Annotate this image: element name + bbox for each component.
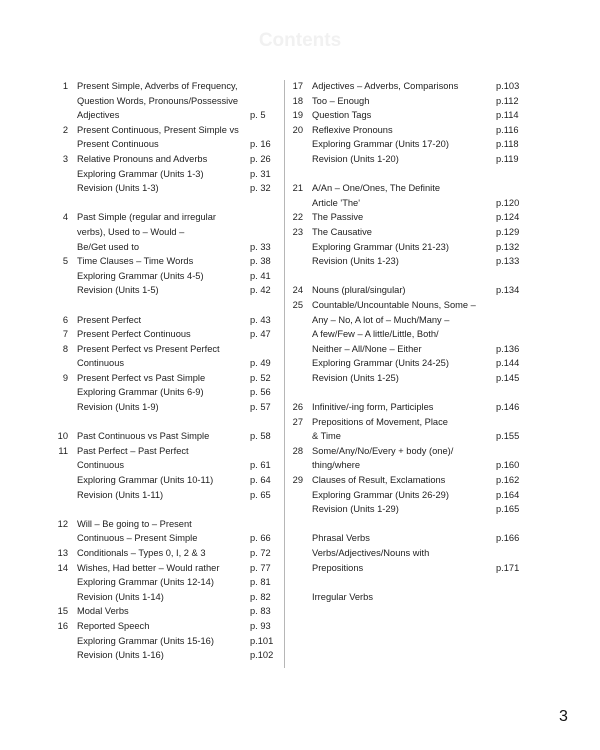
page-reference: p. 64: [250, 475, 271, 486]
entry-title: Question Tags: [312, 110, 372, 121]
toc-entry[interactable]: [56, 167, 274, 182]
toc-entry[interactable]: [56, 269, 274, 284]
page-reference: p.120: [496, 197, 520, 208]
page-reference: p. 41: [250, 270, 271, 281]
entry-title: & Time: [312, 431, 341, 442]
section-gap: [56, 196, 274, 211]
unit-number: 4: [62, 212, 68, 223]
unit-number: 19: [292, 110, 303, 121]
unit-number: 9: [62, 372, 68, 383]
dot-leader: [363, 460, 493, 470]
page-reference: p.160: [496, 460, 520, 471]
section-gap: [56, 415, 274, 430]
entry-title: Revision (Units 1-20): [312, 153, 399, 164]
dot-leader: [366, 212, 493, 222]
toc-entry[interactable]: [56, 356, 274, 371]
toc-entry[interactable]: [56, 634, 274, 649]
toc-entry[interactable]: [56, 546, 274, 561]
entry-title: Modal Verbs: [77, 606, 129, 617]
toc-entry[interactable]: [56, 604, 274, 619]
page-reference: p. 16: [250, 139, 271, 150]
page-reference: p.103: [496, 81, 520, 91]
toc-entry[interactable]: [56, 385, 274, 400]
page-reference: p.124: [496, 212, 520, 223]
toc-entry[interactable]: [291, 225, 520, 240]
entry-title: A/An – One/Ones, The Definite: [312, 183, 440, 194]
page-reference: p. 43: [250, 314, 271, 325]
entry-title: Time Clauses – Time Words: [77, 256, 194, 267]
entry-title: Present Perfect: [77, 314, 142, 325]
page-reference: p.119: [496, 153, 519, 164]
page-reference: p. 93: [250, 620, 271, 631]
dot-leader: [208, 372, 247, 382]
dot-leader: [212, 431, 247, 441]
entry-title: The Passive: [312, 212, 364, 223]
entry-title: verbs), Used to – Would –: [77, 226, 185, 237]
dot-leader: [127, 460, 247, 470]
dot-leader: [452, 139, 493, 149]
toc-entry[interactable]: [56, 283, 274, 298]
entry-title: Exploring Grammar (Units 6-9): [77, 387, 204, 398]
page-reference: p.132: [496, 241, 520, 252]
dot-leader: [452, 489, 493, 499]
toc-entry[interactable]: [56, 342, 274, 357]
page-reference: p. 42: [250, 285, 271, 296]
dot-leader: [375, 227, 493, 237]
section-gap: [291, 517, 520, 532]
dot-leader: [452, 241, 493, 251]
page-reference: p.155: [496, 431, 520, 442]
page-reference: p.133: [496, 256, 520, 267]
unit-number: 23: [292, 226, 303, 237]
page-reference: p. 58: [250, 431, 271, 442]
page-reference: p. 61: [250, 460, 271, 471]
toc-entry[interactable]: [291, 561, 520, 576]
toc-entry[interactable]: [291, 327, 520, 342]
entry-title: Adjectives: [77, 110, 120, 121]
page-reference: p.118: [496, 139, 519, 150]
toc-entry[interactable]: [291, 108, 520, 123]
entry-title: Exploring Grammar (Units 17-20): [312, 139, 449, 150]
entry-title: Present Simple, Adverbs of Frequency,: [77, 81, 238, 91]
toc-entry[interactable]: [291, 444, 520, 459]
page-reference: p. 26: [250, 153, 271, 164]
entry-title: Any – No, A lot of – Much/Many –: [312, 314, 450, 325]
toc-entry[interactable]: [56, 94, 274, 109]
entry-title: Revision (Units 1-25): [312, 372, 399, 383]
toc-entry[interactable]: [56, 327, 274, 342]
dot-leader: [207, 168, 247, 178]
entry-title: Adjectives – Adverbs, Comparisons: [312, 81, 459, 91]
unit-number: 18: [292, 95, 303, 106]
unit-number: 26: [292, 402, 303, 413]
entry-title: Revision (Units 1-5): [77, 285, 159, 296]
entry-title: Article 'The': [312, 197, 360, 208]
entry-title: Past Continuous vs Past Simple: [77, 431, 210, 442]
toc-entry[interactable]: [291, 590, 520, 605]
page-reference: p.171: [496, 562, 520, 573]
entry-title: Present Continuous, Present Simple vs: [77, 124, 239, 135]
toc-entry[interactable]: [291, 210, 520, 225]
unit-number: 10: [57, 431, 68, 442]
section-gap: [56, 298, 274, 313]
entry-title: Clauses of Result, Exclamations: [312, 475, 446, 486]
unit-number: 22: [292, 212, 303, 223]
toc-entry[interactable]: [56, 181, 274, 196]
page-reference: p. 65: [250, 489, 271, 500]
toc-entry[interactable]: [291, 152, 520, 167]
section-gap: [291, 269, 520, 284]
section-gap: [56, 502, 274, 517]
unit-number: 27: [292, 416, 303, 427]
dot-leader: [166, 489, 247, 499]
dot-leader: [373, 533, 493, 543]
toc-entry[interactable]: [56, 210, 274, 225]
entry-title: Exploring Grammar (Units 4-5): [77, 270, 204, 281]
toc-entry[interactable]: [291, 79, 520, 94]
page-reference: p. 72: [250, 548, 271, 558]
dot-leader: [409, 285, 493, 295]
unit-number: 29: [292, 475, 303, 486]
entry-title: The Causative: [312, 226, 372, 237]
entry-title: Prepositions of Movement, Place: [312, 416, 448, 427]
entry-title: Present Perfect Continuous: [77, 329, 191, 340]
entry-title: Too – Enough: [312, 95, 370, 106]
toc-entry[interactable]: [56, 429, 274, 444]
unit-number: 2: [62, 124, 68, 135]
section-gap: [291, 385, 520, 400]
page-reference: p.144: [496, 358, 520, 369]
dot-leader: [196, 256, 247, 266]
toc-entry[interactable]: [291, 240, 520, 255]
toc-entry[interactable]: [291, 371, 520, 386]
unit-number: 15: [57, 606, 68, 617]
column-divider: [284, 80, 285, 668]
page-reference: p.114: [496, 110, 519, 121]
dot-leader: [402, 372, 493, 382]
dot-leader: [216, 475, 247, 485]
dot-leader: [162, 183, 247, 193]
entry-title: Reflexive Pronouns: [312, 124, 393, 135]
dot-leader: [425, 343, 493, 353]
entry-title: Some/Any/No/Every + body (one)/: [312, 445, 454, 456]
page-reference: p.164: [496, 489, 520, 500]
dot-leader: [461, 81, 493, 91]
toc-entry[interactable]: [56, 590, 274, 605]
toc-entry[interactable]: [291, 458, 520, 473]
unit-number: 11: [58, 445, 68, 456]
entry-title: Revision (Units 1-23): [312, 256, 399, 267]
dot-leader: [363, 197, 493, 207]
dot-leader: [402, 154, 493, 164]
toc-entry[interactable]: [56, 648, 274, 663]
entry-title: Exploring Grammar (Units 24-25): [312, 358, 449, 369]
entry-title: Revision (Units 1-14): [77, 591, 164, 602]
unit-number: 8: [62, 343, 68, 354]
page-reference: p. 77: [250, 562, 271, 573]
toc-entry[interactable]: [56, 458, 274, 473]
dot-leader: [452, 358, 493, 368]
unit-number: 13: [57, 548, 68, 558]
toc-entry[interactable]: [291, 429, 520, 444]
dot-leader: [344, 431, 493, 441]
entry-title: Revision (Units 1-9): [77, 402, 159, 413]
entry-title: Neither – All/None – Either: [312, 343, 422, 354]
page-reference: p. 47: [250, 329, 271, 340]
unit-number: 5: [62, 256, 68, 267]
toc-entry[interactable]: [291, 488, 520, 503]
toc-entry[interactable]: [291, 546, 520, 561]
dot-leader: [217, 635, 247, 645]
toc-entry[interactable]: [56, 225, 274, 240]
entry-title: Revision (Units 1-29): [312, 504, 399, 515]
entry-title: thing/where: [312, 460, 361, 471]
entry-title: Prepositions: [312, 562, 364, 573]
toc-entry[interactable]: [56, 531, 274, 546]
entry-title: Will – Be going to – Present: [77, 518, 192, 529]
entry-title: Revision (Units 1-3): [77, 183, 159, 194]
page-number: 3: [559, 708, 568, 725]
toc-entry[interactable]: [291, 473, 520, 488]
toc-entry[interactable]: [291, 400, 520, 415]
dot-leader: [127, 358, 247, 368]
unit-number: 12: [57, 518, 68, 529]
entry-title: Present Perfect vs Past Simple: [77, 372, 206, 383]
entry-title: Wishes, Had better – Would rather: [77, 562, 220, 573]
section-gap: [291, 167, 520, 182]
toc-entry[interactable]: [291, 298, 520, 313]
unit-number: 14: [57, 562, 68, 573]
toc-entry[interactable]: [291, 342, 520, 357]
dot-leader: [209, 548, 247, 558]
unit-number: 24: [292, 285, 303, 296]
entry-title: Conditionals – Types 0, I, 2 & 3: [77, 548, 206, 558]
entry-title: Exploring Grammar (Units 21-23): [312, 241, 449, 252]
toc-entry[interactable]: [56, 619, 274, 634]
dot-leader: [152, 621, 247, 631]
toc-entry[interactable]: [56, 371, 274, 386]
entry-title: Nouns (plural/singular): [312, 285, 406, 296]
page-reference: p.101: [250, 635, 274, 646]
toc-entry[interactable]: [56, 488, 274, 503]
page-reference: p. 31: [250, 168, 271, 179]
dot-leader: [167, 591, 247, 601]
toc-entry[interactable]: [56, 444, 274, 459]
dot-leader: [396, 124, 493, 134]
toc-entry[interactable]: [56, 473, 274, 488]
entry-title: Exploring Grammar (Units 12-14): [77, 577, 214, 588]
dot-leader: [402, 256, 493, 266]
page-reference: p. 5: [250, 110, 266, 121]
section-gap: [291, 575, 520, 590]
page-reference: p. 32: [250, 183, 271, 194]
entry-title: Be/Get used to: [77, 241, 140, 252]
entry-title: Reported Speech: [77, 620, 150, 631]
toc-entry[interactable]: [56, 313, 274, 328]
dot-leader: [200, 533, 247, 543]
dot-leader: [144, 314, 247, 324]
dot-leader: [142, 241, 247, 251]
unit-number: 16: [57, 620, 68, 631]
page-reference: p. 52: [250, 372, 271, 383]
unit-number: 20: [292, 124, 303, 135]
unit-number: 21: [292, 183, 303, 194]
page-reference: p.162: [496, 475, 520, 486]
page-reference: p. 49: [250, 358, 271, 369]
dot-leader: [222, 562, 247, 572]
dot-leader: [162, 285, 247, 295]
unit-number: 1: [62, 81, 68, 91]
page-reference: p. 57: [250, 402, 271, 413]
toc-entry[interactable]: [291, 502, 520, 517]
unit-number: 7: [62, 329, 68, 340]
toc-entry[interactable]: [56, 108, 274, 123]
dot-leader: [402, 504, 493, 514]
toc-entry[interactable]: [56, 152, 274, 167]
page-reference: p.146: [496, 402, 520, 413]
dot-leader: [194, 329, 247, 339]
toc-entry[interactable]: [56, 517, 274, 532]
page-reference: p.165: [496, 504, 520, 515]
toc-entry[interactable]: [56, 254, 274, 269]
toc-entry[interactable]: [56, 123, 274, 138]
dot-leader: [207, 387, 247, 397]
dot-leader: [162, 402, 247, 412]
page-reference: p. 82: [250, 591, 271, 602]
dot-leader: [122, 110, 247, 120]
toc-entry[interactable]: [291, 181, 520, 196]
unit-number: 25: [292, 299, 303, 310]
page-reference: p.129: [496, 226, 520, 237]
entry-title: Past Simple (regular and irregular: [77, 212, 216, 223]
entry-title: Continuous – Present Simple: [77, 533, 198, 544]
dot-leader: [207, 270, 247, 280]
page-title: Contents: [258, 30, 342, 51]
entry-title: Verbs/Adjectives/Nouns with: [312, 548, 430, 558]
toc-entry[interactable]: [291, 196, 520, 211]
page-reference: p.166: [496, 533, 520, 544]
dot-leader: [372, 95, 493, 105]
toc-entry[interactable]: [56, 400, 274, 415]
unit-number: 6: [62, 314, 68, 325]
entry-title: Exploring Grammar (Units 10-11): [77, 475, 214, 486]
entry-title: Irregular Verbs: [312, 591, 373, 602]
toc-entry[interactable]: [291, 313, 520, 328]
entry-title: Phrasal Verbs: [312, 533, 370, 544]
page-reference: p. 83: [250, 606, 271, 617]
toc-entry[interactable]: [291, 531, 520, 546]
unit-number: 28: [292, 445, 303, 456]
page-reference: p.112: [496, 95, 519, 106]
dot-leader: [436, 402, 493, 412]
entry-title: Revision (Units 1-11): [77, 489, 164, 500]
toc-entry[interactable]: [291, 123, 520, 138]
entry-title: Continuous: [77, 358, 125, 369]
dot-leader: [366, 562, 493, 572]
page-reference: p. 56: [250, 387, 271, 398]
toc-entry[interactable]: [291, 415, 520, 430]
dot-leader: [217, 577, 247, 587]
entry-title: Exploring Grammar (Units 15-16): [77, 635, 214, 646]
entry-title: Present Continuous: [77, 139, 159, 150]
toc-entry[interactable]: [291, 137, 520, 152]
toc-entry[interactable]: [291, 283, 520, 298]
dot-leader: [374, 110, 493, 120]
entry-title: A few/Few – A little/Little, Both/: [312, 329, 439, 340]
entry-title: Exploring Grammar (Units 1-3): [77, 168, 204, 179]
toc-entry[interactable]: [291, 254, 520, 269]
dot-leader: [448, 475, 493, 485]
entry-title: Question Words, Pronouns/Possessive: [77, 95, 239, 106]
page-reference: p.145: [496, 372, 520, 383]
entry-title: Continuous: [77, 460, 125, 471]
page-reference: p. 81: [250, 577, 271, 588]
page-reference: p.134: [496, 285, 520, 296]
unit-number: 3: [62, 153, 68, 164]
dot-leader: [167, 650, 247, 660]
unit-number: 17: [292, 81, 303, 91]
dot-leader: [132, 606, 247, 616]
dot-leader: [162, 139, 247, 149]
toc-column-left: [56, 79, 274, 663]
toc-column-right: [291, 79, 520, 604]
entry-title: Relative Pronouns and Adverbs: [77, 153, 208, 164]
page-reference: p. 38: [250, 256, 271, 267]
page-reference: p.136: [496, 343, 520, 354]
toc-entry[interactable]: [56, 240, 274, 255]
toc-entry[interactable]: [56, 137, 274, 152]
entry-title: Exploring Grammar (Units 26-29): [312, 489, 449, 500]
page-reference: p.116: [496, 124, 519, 135]
page-reference: p.102: [250, 650, 274, 661]
toc-entry[interactable]: [56, 561, 274, 576]
toc-entry[interactable]: [291, 94, 520, 109]
entry-title: Infinitive/-ing form, Participles: [312, 402, 434, 413]
page-reference: p. 33: [250, 241, 271, 252]
entry-title: Revision (Units 1-16): [77, 650, 164, 661]
dot-leader: [210, 154, 247, 164]
toc-entry[interactable]: [56, 575, 274, 590]
page-reference: p. 66: [250, 533, 271, 544]
entry-title: Countable/Uncountable Nouns, Some –: [312, 299, 476, 310]
toc-entry[interactable]: [56, 79, 274, 94]
entry-title: Past Perfect – Past Perfect: [77, 445, 189, 456]
entry-title: Present Perfect vs Present Perfect: [77, 343, 220, 354]
toc-entry[interactable]: [291, 356, 520, 371]
